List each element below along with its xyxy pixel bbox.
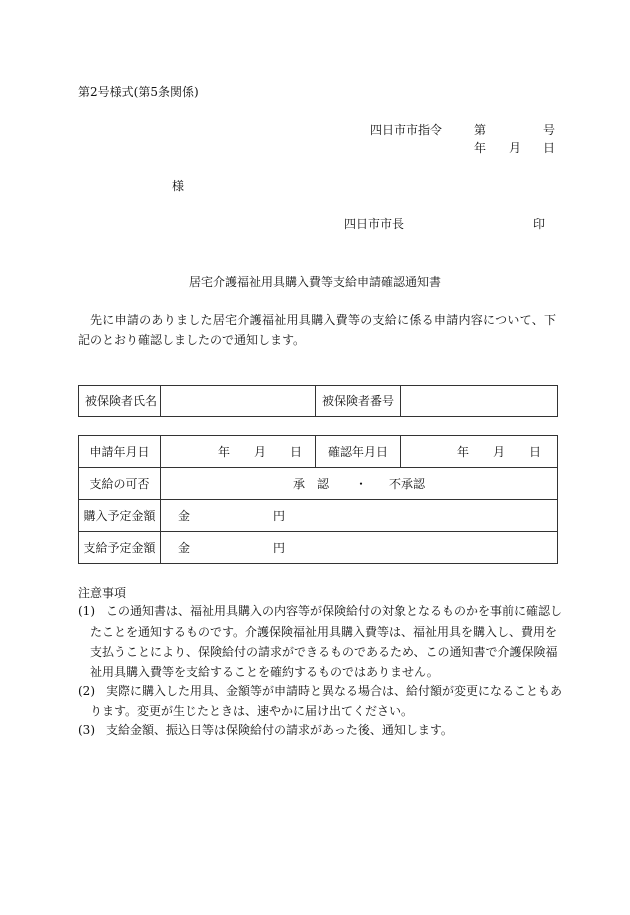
- note-line: 支払うことにより、保険給付の請求ができるものであるため、この通知書で介護保険福: [90, 645, 558, 659]
- note-number: (1): [78, 604, 95, 618]
- note-line: この通知書は、福祉用具購入の内容等が保険給付の対象となるものかを事前に確認し: [106, 604, 563, 618]
- application-detail-table: [78, 435, 558, 564]
- note-number: (2): [78, 684, 95, 698]
- insured-number-label: 被保険者番号: [316, 386, 401, 417]
- amount-unit: 円: [273, 540, 286, 555]
- issuer-reference: 四日市市指令: [370, 123, 443, 137]
- note-line: 祉用具購入費等を支給することを確約するものではありません。: [90, 665, 439, 679]
- insured-name-field[interactable]: [161, 386, 316, 417]
- insured-name-label: 被保険者氏名: [79, 386, 161, 417]
- seal-mark: 印: [533, 217, 546, 231]
- form-number: 第2号様式(第5条関係): [78, 85, 199, 99]
- application-date-day: 日: [290, 444, 303, 459]
- addressee-honorific: 様: [172, 179, 185, 193]
- insured-info-table: [78, 385, 558, 417]
- note-line: 支給金額、振込日等は保険給付の請求があった後、通知します。: [106, 723, 453, 737]
- amount-prefix: 金: [178, 508, 191, 523]
- amount-unit: 円: [273, 508, 286, 523]
- document-title: 居宅介護福祉用具購入費等支給申請確認通知書: [188, 275, 441, 289]
- note-line: たことを通知するものです。介護保険福祉用具購入費等は、福祉用具を購入し、費用を: [90, 625, 558, 639]
- insured-number-field[interactable]: [401, 386, 558, 417]
- approval-label: 支給の可否: [79, 468, 161, 500]
- table-row: [79, 532, 558, 564]
- planned-purchase-amount-label: 購入予定金額: [79, 500, 161, 532]
- option-separator: ・: [354, 476, 367, 491]
- application-date-field[interactable]: [161, 436, 316, 468]
- reject-option[interactable]: 不承認: [389, 476, 426, 491]
- table-row: [79, 386, 558, 417]
- planned-purchase-amount-field[interactable]: [161, 500, 558, 532]
- confirmation-date-year: 年: [457, 444, 470, 459]
- amount-prefix: 金: [178, 540, 191, 555]
- sender-name: 四日市市長: [344, 217, 405, 231]
- approval-choice: [161, 468, 558, 500]
- table-row: [79, 468, 558, 500]
- confirmation-date-label: 確認年月日: [316, 436, 401, 468]
- issue-date-year: 年: [474, 141, 487, 155]
- planned-payment-amount-field[interactable]: [161, 532, 558, 564]
- confirmation-date-month: 月: [493, 444, 506, 459]
- notes-heading: 注意事項: [78, 586, 127, 600]
- table-row: [79, 500, 558, 532]
- issue-date-month: 月: [509, 141, 522, 155]
- note-line: ります。変更が生じたときは、速やかに届け出てください。: [90, 704, 414, 718]
- application-date-month: 月: [254, 444, 267, 459]
- note-number: (3): [78, 723, 95, 737]
- confirmation-date-field[interactable]: [401, 436, 558, 468]
- notice-body: 先に申請のありました居宅介護福祉用具購入費等の支給に係る申請内容について、下記のとおり確認しましたので通知します。: [78, 313, 556, 347]
- planned-payment-amount-label: 支給予定金額: [79, 532, 161, 564]
- approve-option[interactable]: 承 認: [292, 476, 329, 491]
- table-row: [79, 436, 558, 468]
- document-number-label: 第: [474, 123, 487, 137]
- document-number-suffix: 号: [543, 123, 556, 137]
- issue-date-day: 日: [543, 141, 556, 155]
- application-date-label: 申請年月日: [79, 436, 161, 468]
- application-date-year: 年: [218, 444, 231, 459]
- note-line: 実際に購入した用具、金額等が申請時と異なる場合は、給付額が変更になることもあ: [106, 684, 563, 698]
- confirmation-date-day: 日: [529, 444, 542, 459]
